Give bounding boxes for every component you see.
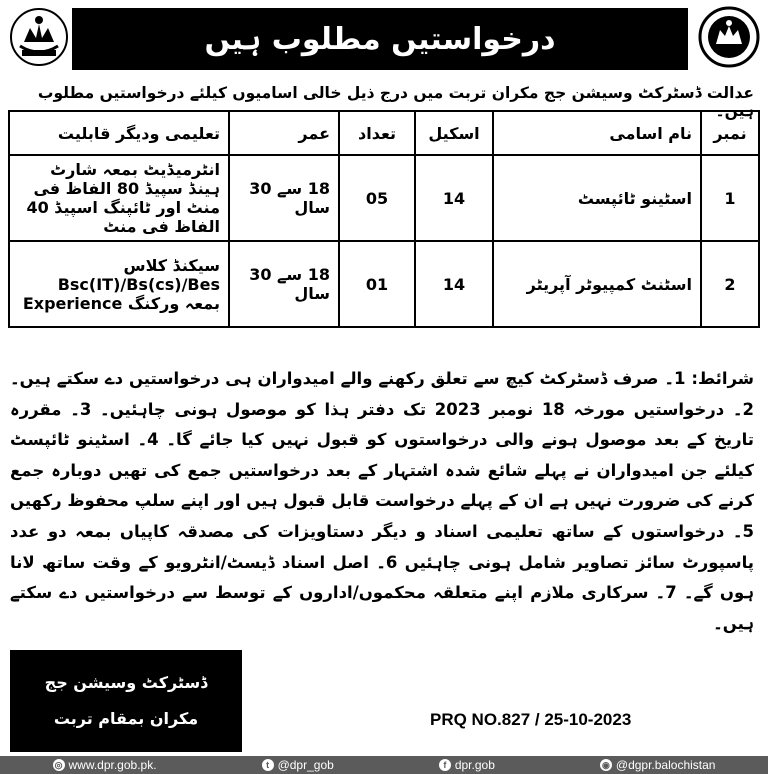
header-no: نمبر xyxy=(701,111,759,155)
footer-bar xyxy=(0,756,768,774)
terms-text: شرائط: 1۔ صرف ڈسٹرکٹ کیچ سے تعلق رکھنے والے امیدواران ہی درخواستیں دے سکتے ہیں۔ 2۔ درخواستیں مورخہ 18 نومبر 2023 تک دفتر ہذا کو موصول ہونی چاہئیں۔ 3۔ مقررہ تاریخ کے بعد موصول ہونے والی درخواستوں کو قبول نہیں کیا جائے گا۔ 4۔ اسٹینو ٹائپسٹ کیلئے جن امیدواران نے پہلے شائع شدہ اشتہار کے بعد درخواستیں جمع کی تھیں دوبارہ جمع کرنے کی ضرورت نہیں ہے ان کے پہلے درخواست قابل قبول ہیں اور اپنے سلپ محفوظ رکھیں 5۔ درخواستوں کے ساتھ تعلیمی اسناد و دیگر دستاویزات کی مصدقہ کاپیاں بمعہ دو عدد پاسپورٹ سائز تصاویر شامل ہونی چاہئیں 6۔ اصل اسناد ڈیسٹ/انٹرویو کے وقت ساتھ لانا ہوں گے۔ 7۔ سرکاری ملازم اپنے متعلقہ محکموں/اداروں کے توسط سے درخواستیں دے سکتے ہیں۔ xyxy=(10,369,755,633)
cell-count: 05 xyxy=(339,155,415,241)
instagram-text: @dgpr.balochistan xyxy=(615,758,716,772)
signature-line-2: مکران بمقام تربت xyxy=(53,709,199,728)
instagram-icon: ◉ xyxy=(600,759,612,771)
globe-icon: ◎ xyxy=(53,759,65,771)
header-scale: اسکیل xyxy=(415,111,493,155)
table-row xyxy=(9,241,759,327)
footer-twitter[interactable] xyxy=(262,758,334,772)
page-title xyxy=(72,8,688,70)
signature-block xyxy=(10,650,242,752)
cell-name: اسٹنٹ کمپیوٹر آپریٹر xyxy=(493,241,701,327)
cell-scale: 14 xyxy=(415,155,493,241)
signature-line-1: ڈسٹرکٹ وسیشن جج xyxy=(44,673,208,692)
cell-count: 01 xyxy=(339,241,415,327)
footer-website[interactable] xyxy=(53,758,157,772)
cell-name: اسٹینو ٹائپسٹ xyxy=(493,155,701,241)
table-row xyxy=(9,155,759,241)
title-text: درخواستیں مطلوب ہیں xyxy=(204,21,556,57)
twitter-icon: t xyxy=(262,759,274,771)
table-header-row xyxy=(9,111,759,155)
cell-age: 18 سے 30 سال xyxy=(229,155,339,241)
cell-age: 18 سے 30 سال xyxy=(229,241,339,327)
prq-number: PRQ NO.827 / 25-10-2023 xyxy=(430,710,632,729)
header-name: نام اسامی xyxy=(493,111,701,155)
header-count: تعداد xyxy=(339,111,415,155)
facebook-text: dpr.gob xyxy=(454,758,495,772)
footer-instagram[interactable] xyxy=(600,758,716,772)
facebook-icon: f xyxy=(439,759,451,771)
cell-qualification: سیکنڈ کلاس Bsc(IT)/Bs(cs)/Bes بمعہ ورکنگ Experience xyxy=(9,241,229,327)
header-age: عمر xyxy=(229,111,339,155)
header-qualification: تعلیمی ودیگر قابلیت xyxy=(9,111,229,155)
twitter-text: @dpr_gob xyxy=(277,758,334,772)
vacancy-table xyxy=(8,110,760,328)
cell-scale: 14 xyxy=(415,241,493,327)
website-text: www.dpr.gob.pk. xyxy=(68,758,157,772)
court-emblem-icon xyxy=(8,6,70,68)
intro-text: عدالت ڈسٹرکٹ وسیشن جج مکران تربت میں درج ذیل خالی اسامیوں کیلئے درخواستیں مطلوب ہیں۔ xyxy=(37,84,754,120)
cell-no: 2 xyxy=(701,241,759,327)
cell-no: 1 xyxy=(701,155,759,241)
cell-qualification: انٹرمیڈیٹ بمعہ شارٹ ہینڈ سپیڈ 80 الفاظ فی منٹ اور ٹائپنگ اسپیڈ 40 الفاظ فی منٹ xyxy=(9,155,229,241)
footer-facebook[interactable] xyxy=(439,758,495,772)
balochistan-emblem-icon xyxy=(698,6,760,68)
